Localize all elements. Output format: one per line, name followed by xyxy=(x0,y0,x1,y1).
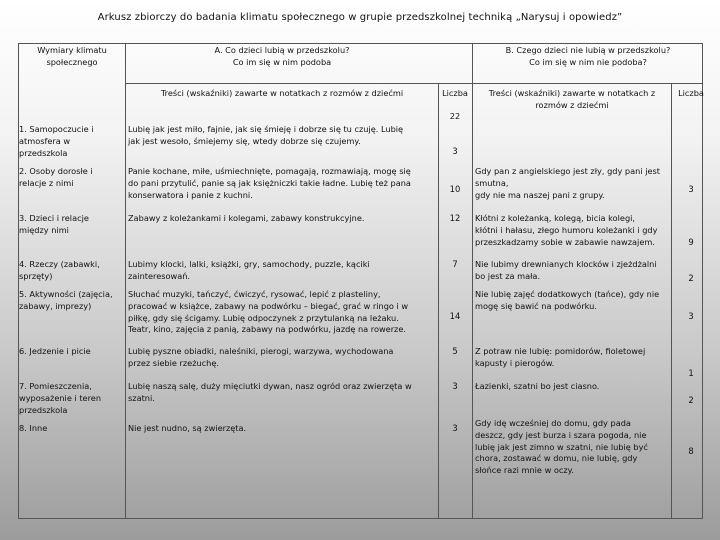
row-8-likes: Nie jest nudno, są zwierzęta. xyxy=(128,423,247,433)
row-7-likes-count: 3 xyxy=(452,381,458,391)
row-3-dislikes-count: 9 xyxy=(688,237,694,247)
row-5-dislikes: Nie lubię zajęć dodatkowych (tańce), gdy nie mogę się bawić na podwórku. xyxy=(475,289,660,311)
header-dimensions: Wymiary klimatu społecznego xyxy=(37,45,107,67)
row-6-dimension: 6. Jedzenie i picie xyxy=(19,346,91,356)
column-divider xyxy=(125,43,126,519)
row-8-likes-count: 3 xyxy=(452,423,458,433)
row-2-dimension: 2. Osoby dorosłe i relacje z nimi xyxy=(19,166,93,188)
header-count-a: Liczba xyxy=(442,88,468,98)
table-border-bottom xyxy=(18,518,703,519)
table-border-top xyxy=(18,43,703,44)
row-3-likes-count: 12 xyxy=(449,213,461,223)
row-4-dislikes-count: 2 xyxy=(688,273,694,283)
row-5-likes-count: 14 xyxy=(449,311,461,321)
row-5-dislikes-count: 3 xyxy=(688,311,694,321)
row-5-dimension: 5. Aktywności (zajęcia, zabawy, imprezy) xyxy=(19,289,113,311)
row-4-likes: Lubimy klocki, lalki, książki, gry, samochody, puzzle, kąciki zainteresowań. xyxy=(128,259,370,281)
row-6-likes: Lubię pyszne obiadki, naleśniki, pierogi, warzywa, wychodowana przez siebie rzeżuchę. xyxy=(128,346,394,368)
header-column-b: B. Czego dzieci nie lubią w przedszkolu? Co im się w nim nie podoba? xyxy=(505,45,671,67)
row-4-likes-count: 7 xyxy=(452,259,458,269)
row-8-dislikes: Gdy idę wcześniej do domu, gdy pada deszcz, gdy jest burza i szara pogoda, nie lubię jak jest zimno w szatni, nie lubię być chora, zostawać w domu, nie lubię, gdy słońce razi mnie w oczy. xyxy=(475,418,648,476)
row-2-likes: Panie kochane, miłe, uśmiechnięte, pomagają, rozmawiają, mogę się do pani przytulić, panie są jak księżniczki takie ładne. Lubię też pana konserwatora i panie z kuchni. xyxy=(128,166,411,200)
row-1-likes-count: 3 xyxy=(452,146,458,156)
page-title: Arkusz zbiorczy do badania klimatu społecznego w grupie przedszkolnej techniką „Narysuj i opowiedz” xyxy=(97,12,623,23)
row-6-dislikes: Z potraw nie lubię: pomidorów, fioletowej kapusty i pierogów. xyxy=(475,346,646,368)
row-6-dislikes-count: 1 xyxy=(688,368,694,378)
header-contents-b: Treści (wskaźniki) zawarte w notatkach z rozmów z dziećmi xyxy=(488,88,656,110)
row-8-dislikes-count: 8 xyxy=(688,446,694,456)
row-7-dislikes: Łazienki, szatni bo jest ciasno. xyxy=(475,381,600,391)
row-4-dimension: 4. Rzeczy (zabawki, sprzęty) xyxy=(19,259,100,281)
row-2-dislikes: Gdy pan z angielskiego jest zły, gdy pani jest smutna, gdy nie ma naszej pani z grupy. xyxy=(475,166,660,200)
row-2-dislikes-count: 3 xyxy=(688,184,694,194)
row-divider xyxy=(125,83,703,84)
row-5-likes: Słuchać muzyki, tańczyć, ćwiczyć, rysować, lepić z plasteliny, pracować w książce, zabawy na podwórku – biegać, grać w ringo i w piłkę, gdy się ścigamy. Lubię odpoczynek z przytulanką na leżaku. Teatr, kino, zajęcia z panią, zabawy na podwórku, jazdę na rowerze. xyxy=(128,289,409,335)
header-contents-a: Treści (wskaźniki) zawarte w notatkach z rozmów z dziećmi xyxy=(160,88,404,98)
header-total-a: 22 xyxy=(449,111,461,121)
row-8-dimension: 8. Inne xyxy=(19,423,48,433)
row-6-likes-count: 5 xyxy=(452,346,458,356)
row-3-likes: Zabawy z koleżankami i kolegami, zabawy konstrukcyjne. xyxy=(128,213,365,223)
row-3-dimension: 3. Dzieci i relacje między nimi xyxy=(19,213,89,235)
row-4-dislikes: Nie lubimy drewnianych klocków i zjeżdżalni bo jest za mała. xyxy=(475,259,657,281)
row-7-dimension: 7. Pomieszczenia, wyposażenie i teren przedszkola xyxy=(19,381,102,415)
column-divider xyxy=(472,43,473,519)
header-count-b: Liczba xyxy=(678,88,704,98)
row-1-likes: Lubię jak jest miło, fajnie, jak się śmieję i dobrze się tu czuję. Lubię jak jest wesoło, śmiejemy się, wtedy dobrze się czujemy. xyxy=(128,124,404,146)
row-7-likes: Lubię naszą salę, duży mięciutki dywan, nasz ogród oraz zwierzęta w szatni. xyxy=(128,381,412,403)
row-2-likes-count: 10 xyxy=(449,184,461,194)
row-3-dislikes: Kłótni z koleżanką, kolegą, bicia kolegi, kłótni i hałasu, złego humoru koleżanki i gdy przeszkadzamy sobie w zabawie nawzajem. xyxy=(475,213,658,247)
row-7-dislikes-count: 2 xyxy=(688,395,694,405)
row-1-dimension: 1. Samopoczucie i atmosfera w przedszkola xyxy=(19,124,94,158)
header-column-a: A. Co dzieci lubią w przedszkolu? Co im się w nim podoba xyxy=(214,45,350,67)
